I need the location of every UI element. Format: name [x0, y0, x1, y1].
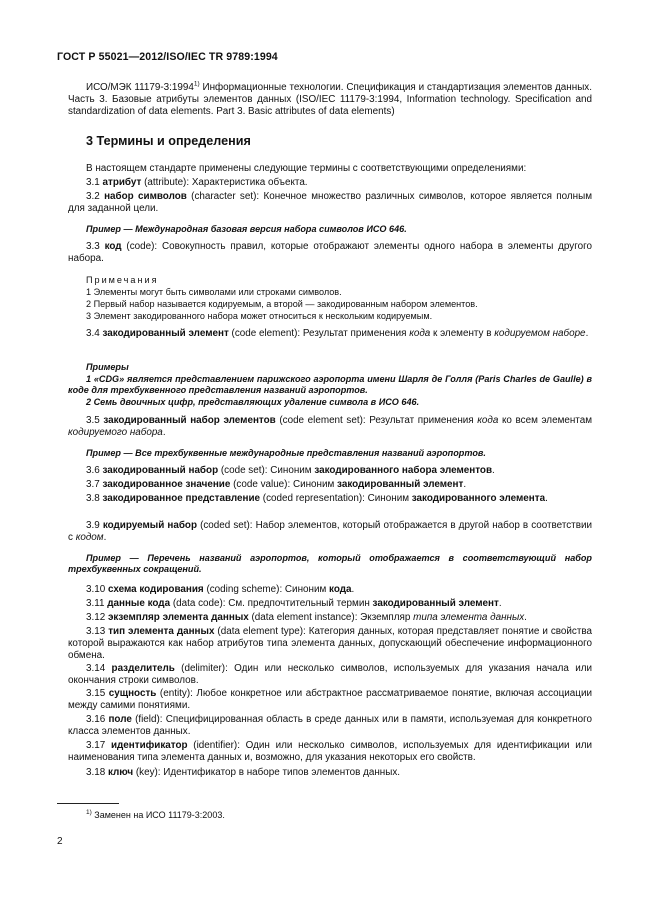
synonym-term: закодированного элемента	[411, 493, 546, 504]
term-3-12	[68, 612, 592, 624]
term-3-11	[68, 598, 592, 610]
example-4: Пример — Перечень названий аэропортов, который отображается в соответствующий набор трехбуквенных сокращений.	[68, 553, 592, 574]
term-definition: (data element instance): Экземпляр	[248, 612, 414, 623]
example-2-2: 2 Семь двоичных цифр, представляющих удаление символа в ИСО 646.	[86, 397, 420, 407]
term-name: схема кодирования	[107, 584, 204, 595]
reference-text: Информационные технологии. Спецификация и стандартизация элементов данных. Часть 3. Базовые атрибуты элементов данных (ISO/IEC 11179-3:1994, Information technology. Specification and standardization of data elements. Part 3. Basic attributes of data elements)	[68, 82, 592, 118]
term-3-15	[68, 688, 592, 712]
footnote-separator	[57, 803, 119, 804]
term-3-13	[68, 626, 592, 662]
term-definition: (code element set): Результат применения	[275, 415, 478, 426]
term-definition: (attribute): Характеристика объекта.	[141, 177, 308, 188]
synonym-term: закодированного набора элементов	[314, 465, 493, 476]
term-number: 3.2	[86, 191, 105, 202]
term-3-16	[68, 714, 592, 738]
term-number: 3.7	[86, 479, 103, 490]
term-name: разделитель	[111, 663, 175, 674]
term-3-6	[68, 465, 592, 477]
term-number: 3.1	[86, 177, 103, 188]
synonym-term: закодированный элемент	[337, 479, 464, 490]
term-reference: кодируемого набора	[68, 427, 163, 439]
note-3: 3 Элемент закодированного набора может относиться к нескольким кодируемым.	[86, 311, 433, 321]
page-number: 2	[57, 836, 63, 847]
term-number: 3.16	[86, 714, 109, 725]
term-name: набор символов	[104, 191, 187, 202]
synonym-term: кода	[329, 584, 352, 595]
term-number: 3.5	[86, 415, 104, 426]
term-reference: кодируемом наборе	[494, 328, 586, 339]
footnote-marker: 1)	[193, 80, 200, 88]
term-name: тип элемента данных	[108, 626, 215, 637]
example-1: Пример — Международная базовая версия набора символов ИСО 646.	[86, 224, 407, 234]
term-number: 3.10	[86, 584, 108, 595]
term-definition: (code): Совокупность правил, которые отображают элементы одного набора в элементы другого набора.	[68, 241, 592, 265]
term-3-7	[68, 479, 592, 491]
term-number: 3.8	[86, 493, 103, 504]
notes-heading: Примечания	[86, 275, 159, 285]
term-reference: кодом	[75, 532, 104, 544]
term-name: ключ	[107, 767, 134, 778]
term-number: 3.9	[86, 520, 103, 531]
term-name: закодированный набор	[102, 465, 219, 476]
term-name: идентификатор	[110, 740, 188, 751]
term-number: 3.4	[86, 328, 103, 339]
term-3-1	[68, 177, 592, 189]
term-3-9	[68, 520, 592, 544]
term-definition: (character set): Конечное множество различных символов, которое является полным для заданной цели.	[68, 191, 592, 215]
term-3-2	[68, 191, 592, 215]
term-name: данные кода	[107, 598, 171, 609]
term-number: 3.17	[86, 740, 111, 751]
term-definition: (entity): Любое конкретное или абстрактное рассматриваемое понятие, включая ассоциации между самими понятиями.	[68, 688, 592, 712]
term-definition-end: .	[463, 479, 467, 490]
term-definition: (coding scheme): Синоним	[203, 584, 330, 595]
term-definition-end: .	[498, 598, 502, 609]
examples-heading: Примеры	[86, 362, 129, 372]
term-3-18	[68, 767, 592, 779]
term-name: код	[104, 241, 122, 252]
term-number: 3.11	[86, 598, 108, 609]
term-number: 3.15	[86, 688, 109, 699]
term-definition: (field): Специфицированная область в среде данных или в памяти, используемая для конкретного класса элементов данных.	[68, 714, 592, 738]
term-3-10	[68, 584, 592, 596]
term-name: закодированное представление	[102, 493, 261, 504]
example-3: Пример — Все трехбуквенные международные представления названий аэропортов.	[86, 448, 486, 458]
term-name: закодированный элемент	[102, 328, 229, 339]
reference-code: ИСО/МЭК 11179-3:1994	[86, 82, 194, 93]
term-definition-end: .	[351, 584, 355, 595]
term-definition-cont: к элементу в	[430, 328, 495, 339]
term-number: 3.3	[86, 241, 105, 252]
term-number: 3.14	[86, 663, 112, 674]
term-3-4	[68, 328, 592, 340]
term-name: экземпляр элемента данных	[107, 612, 249, 623]
term-name: закодированный набор элементов	[103, 415, 276, 426]
term-definition: (code set): Синоним	[218, 465, 315, 476]
term-3-5	[68, 415, 592, 439]
term-definition-end: .	[492, 465, 495, 476]
normative-reference	[68, 82, 592, 118]
term-number: 3.18	[86, 767, 108, 778]
footnote-marker: 1)	[86, 809, 92, 816]
term-definition: (code value): Синоним	[230, 479, 338, 490]
term-definition: (delimiter): Один или несколько символов, используемых для указания начала или окончания строки символов.	[68, 663, 592, 687]
term-name: кодируемый набор	[102, 520, 197, 531]
term-definition-end: .	[162, 427, 166, 439]
term-name: сущность	[108, 688, 157, 699]
term-3-14	[68, 663, 592, 687]
term-number: 3.12	[86, 612, 108, 623]
term-reference: кода	[477, 415, 499, 426]
term-name: поле	[108, 714, 132, 725]
term-definition-cont: ко всем элементам	[498, 415, 592, 426]
term-3-3	[68, 241, 592, 265]
term-reference: типа элемента данных	[413, 612, 525, 623]
term-definition: (data code): См. предпочтительный термин	[170, 598, 373, 609]
term-definition: (code element): Результат применения	[228, 328, 410, 339]
note-2: 2 Первый набор называется кодируемым, а второй — закодированным набором элементов.	[86, 299, 478, 309]
term-definition-end: .	[545, 493, 548, 504]
section-title: 3 Термины и определения	[86, 134, 251, 148]
synonym-term: закодированный элемент	[372, 598, 499, 609]
term-number: 3.13	[86, 626, 109, 637]
term-3-8	[68, 493, 592, 505]
term-definition: (coded representation): Синоним	[260, 493, 412, 504]
term-definition-end: .	[585, 328, 589, 339]
term-definition: (identifier): Один или несколько символов, используемых для идентификации или наименования типа элемента данных и, возможно, для указания некоторых его свойств.	[68, 740, 592, 764]
example-2-1: 1 «CDG» является представлением парижского аэропорта имени Шарля де Голля (Paris Charles de Gaulle) в коде для трехбуквенного представления названий аэропортов.	[68, 374, 592, 395]
term-definition: (coded set): Набор элементов, который отображается в другой набор в соответствии с	[68, 520, 592, 544]
term-definition: (data element type): Категория данных, которая представляет понятие и свойства которой выражаются как набор атрибутов типа элемента данных, допускающий обеспечение информационного обмена.	[68, 626, 592, 662]
term-3-17	[68, 740, 592, 764]
intro-paragraph: В настоящем стандарте применены следующие термины с соответствующими определениями:	[86, 163, 527, 174]
document-header: ГОСТ Р 55021—2012/ISO/IEC TR 9789:1994	[57, 51, 278, 63]
term-definition-end: .	[524, 612, 527, 623]
term-number: 3.6	[86, 465, 103, 476]
footnote	[86, 810, 225, 820]
term-definition-end: .	[103, 532, 107, 544]
note-1: 1 Элементы могут быть символами или строками символов.	[86, 287, 342, 297]
term-definition: (key): Идентификатор в наборе типов элементов данных.	[133, 767, 401, 778]
term-name: закодированное значение	[102, 479, 231, 490]
term-name: атрибут	[102, 177, 142, 188]
term-reference: кода	[409, 328, 431, 339]
footnote-text: Заменен на ИСО 11179-3:2003.	[91, 810, 225, 820]
